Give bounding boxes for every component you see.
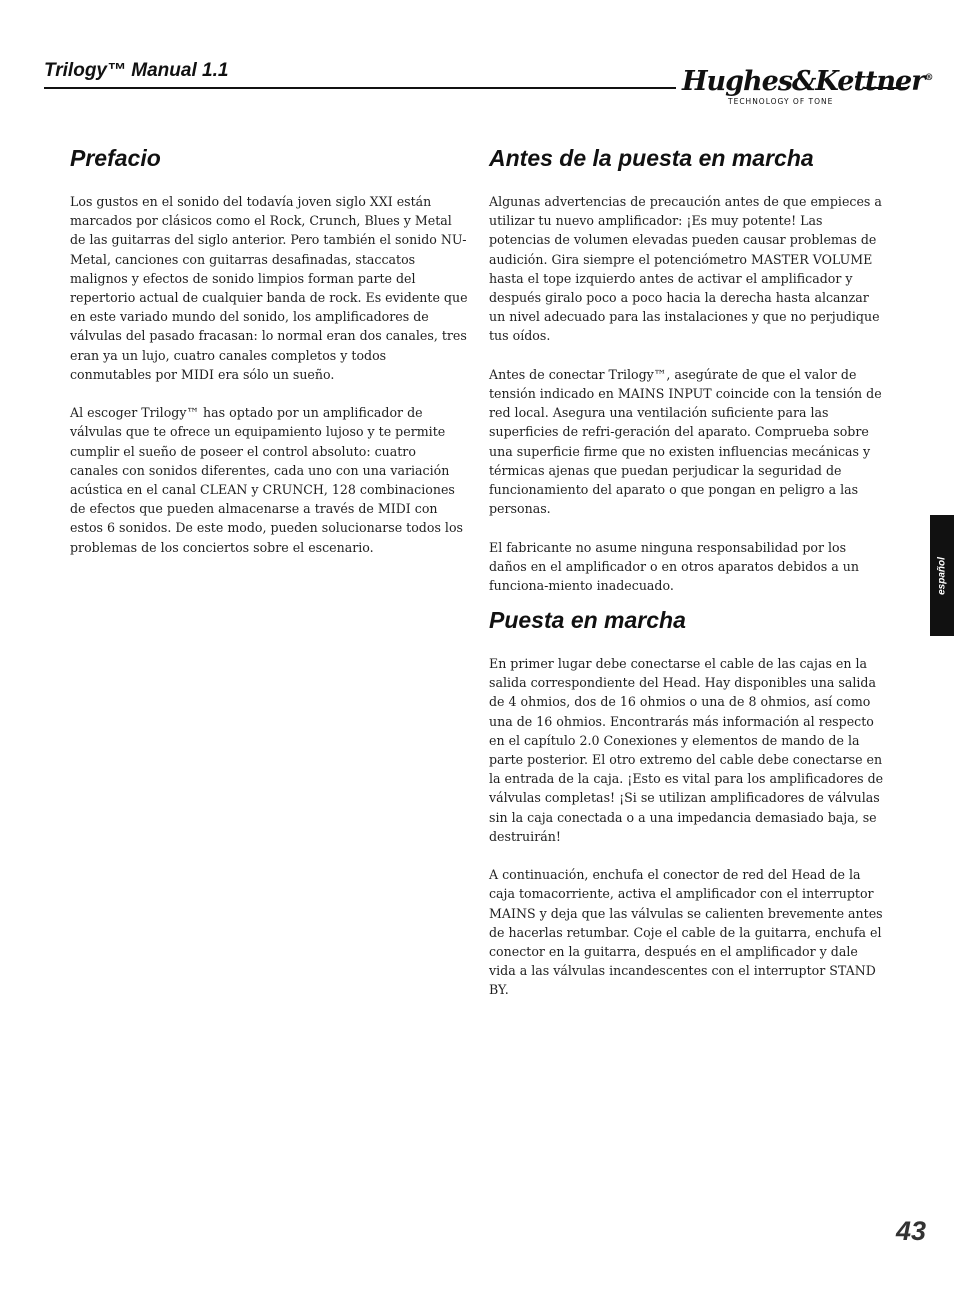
paragraph: A continuación, enchufa el conector de red del Head de la caja tomacorriente, activa el amplificador con el interruptor MAINS y deja que las válvulas se calienten brevemente antes de hacerlas retumbar. Coje el cable de la guitarra, enchufa el conector en la guitarra, después en el amplificador y dale vida a las válvulas incandescentes con el interruptor STAND BY. bbox=[489, 867, 883, 998]
paragraph: Algunas advertencias de precaución antes de que empieces a utilizar tu nuevo amplificador: ¡Es muy potente! Las potencias de volumen elevadas pueden causar problemas de audición. Gira siempre el potenciómetro MASTER VOLUME hasta el tope izquierdo antes de activar el amplificador y después giralo poco a poco hacia la derecha hasta alcanzar un nivel adecuado para las instalaciones y que no perjudique tus oídos. bbox=[489, 194, 882, 344]
manual-title: Trilogy™ Manual 1.1 bbox=[44, 60, 229, 81]
antes-puesta-marcha-text bbox=[489, 192, 887, 595]
heading-puesta-marcha: Puesta en marcha bbox=[489, 607, 686, 633]
logo-tagline: TECHNOLOGY OF TONE bbox=[728, 97, 834, 106]
heading-antes-puesta-marcha: Antes de la puesta en marcha bbox=[489, 145, 814, 171]
paragraph: Antes de conectar Trilogy™, asegúrate de que el valor de tensión indicado en MAINS INPUT coincide con la tensión de red local. Asegura una ventilación suficiente para las superficies de refri-geración del aparato. Comprueba sobre una superficie firme que no existen influencias mecánicas y térmicas ajenas que puedan perjudicar la seguridad de funcionamiento del aparato o que pongan en peligro a las personas. bbox=[489, 366, 882, 517]
paragraph: El fabricante no asume ninguna responsabilidad por los daños en el amplificador o en otros aparatos debidos a un funciona-miento inadecuado. bbox=[489, 539, 860, 594]
brand-logo bbox=[682, 62, 933, 108]
language-tab-label: español bbox=[936, 556, 948, 595]
paragraph: En primer lugar debe conectarse el cable de las cajas en la salida correspondiente del Head. Hay disponibles una salida de 4 ohmios, dos de 16 ohmios o una de 8 ohmios, así como una de 16 ohmios. Encontrarás más información al respecto en el capítulo 2.0 Conexiones y elementos de mando de la parte posterior. El otro extremo del cable debe conectarse en la entrada de la caja. ¡Esto es vital para los amplificadores de válvulas completas! ¡Si se utilizan amplificadores de válvulas sin la caja conectada o a una impedancia demasiado baja, se destruirán! bbox=[489, 656, 884, 844]
registered-mark: ® bbox=[924, 73, 933, 83]
heading-prefacio: Prefacio bbox=[70, 145, 161, 171]
paragraph: Los gustos en el sonido del todavía joven siglo XXI están marcados por clásicos como el Rock, Crunch, Blues y Metal de las guitarras del siglo anterior. Pero también el sonido NU-Metal, canciones con guitarras desafinadas, staccatos malignos y efectos de sonido limpios forman parte del repertorio actual de cualquier banda de rock. Es evidente que en este variado mundo del sonido, los amplificadores de válvulas del pasado fracasan: lo normal eran dos canales, tres eran ya un lujo, cuatro canales completos y todos conmutables por MIDI era sólo un sueño. bbox=[70, 194, 468, 382]
language-tab bbox=[930, 515, 954, 636]
paragraph: Al escoger Trilogy™ has optado por un amplificador de válvulas que te ofrece un equipamiento lujoso y te permite cumplir el sueño de poseer el control absoluto: cuatro canales con sonidos diferentes, cada uno con una variación acústica en el canal CLEAN y CRUNCH, 128 combinaciones de efectos que pueden almacenarse a través de MIDI con estos 6 sonidos. De este modo, pueden solucionarse todos los problemas de los conciertos sobre el escenario. bbox=[70, 405, 463, 555]
logo-wordmark: Hughes&Kettner bbox=[682, 66, 925, 97]
puesta-marcha-text bbox=[489, 654, 887, 1000]
header-rule bbox=[44, 87, 676, 89]
prefacio-text bbox=[70, 192, 468, 557]
page-number: 43 bbox=[895, 1216, 926, 1246]
